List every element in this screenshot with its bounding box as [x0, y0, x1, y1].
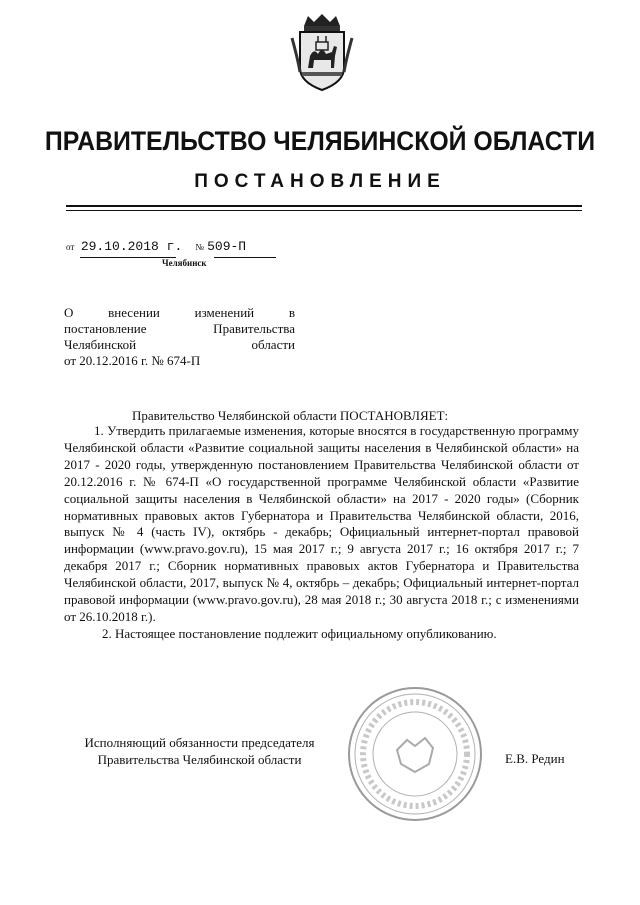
header-rule-thin: [66, 210, 582, 211]
subject-line: Челябинской области: [64, 337, 295, 352]
paragraph-2: 2. Настоящее постановление подлежит официальному опубликованию.: [102, 625, 497, 641]
header-rule-thick: [66, 205, 582, 207]
subject-line: постановление Правительства: [64, 321, 295, 336]
city-label: Челябинск: [162, 258, 207, 268]
government-title: ПРАВИТЕЛЬСТВО ЧЕЛЯБИНСКОЙ ОБЛАСТИ: [44, 126, 596, 156]
from-label: от: [66, 242, 75, 252]
subject-block: [64, 305, 295, 369]
official-seal-icon: [345, 684, 485, 824]
coat-of-arms-icon: [288, 12, 356, 94]
signatory-position: [62, 734, 337, 768]
subject-line: О внесении изменений в: [64, 305, 295, 320]
subject-line: от 20.12.2016 г. № 674-П: [64, 353, 201, 368]
preamble: Правительство Челябинской области ПОСТАНОВЛЯЕТ:: [132, 408, 449, 423]
document-type-title: ПОСТАНОВЛЕНИЕ: [194, 171, 446, 192]
signatory-position-line: Правительства Челябинской области: [97, 752, 302, 767]
document-number: 509-П: [207, 239, 247, 254]
signatory-name: Е.В. Редин: [505, 751, 565, 766]
body-text: [64, 423, 579, 643]
paragraph-1: 1. Утвердить прилагаемые изменения, которые вносятся в государственную программу Челябинской области «Развитие социальной защиты населения в Челябинской области» на 2017 - 2020 годы, утвержденную постановлением Правительства Челябинской области от 20.12.2016 г. № 674-П «О государственной программе Челябинской области «Развитие социальной защиты населения в Челябинской области» на 2017 - 2020 годы» (Сборник нормативных правовых актов Губернатора и Правительства Челябинской области, 2016, выпуск № 4 (часть IV), октябрь - декабрь; Официальный интернет-портал правовой информации (www.pravo.gov.ru), 15 мая 2017 г.; 9 августа 2017 г.; 16 октября 2017 г.; 7 декабря 2017 г.; Сборник нормативных правовых актов Губернатора и Правительства Челябинской области, 2017, выпуск № 4, октябрь – декабрь; Официальный интернет-портал правовой информации (www.pravo.gov.ru), 28 мая 2018 г.; 30 августа 2018 г.; с изменениями от 26.10.2018 г.).: [64, 423, 579, 624]
reference-line: [66, 238, 246, 254]
signatory-position-line: Исполняющий обязанности председателя: [84, 735, 315, 750]
number-underline: [214, 257, 276, 258]
document-date: 29.10.2018 г.: [80, 239, 183, 254]
number-label: №: [195, 242, 204, 252]
